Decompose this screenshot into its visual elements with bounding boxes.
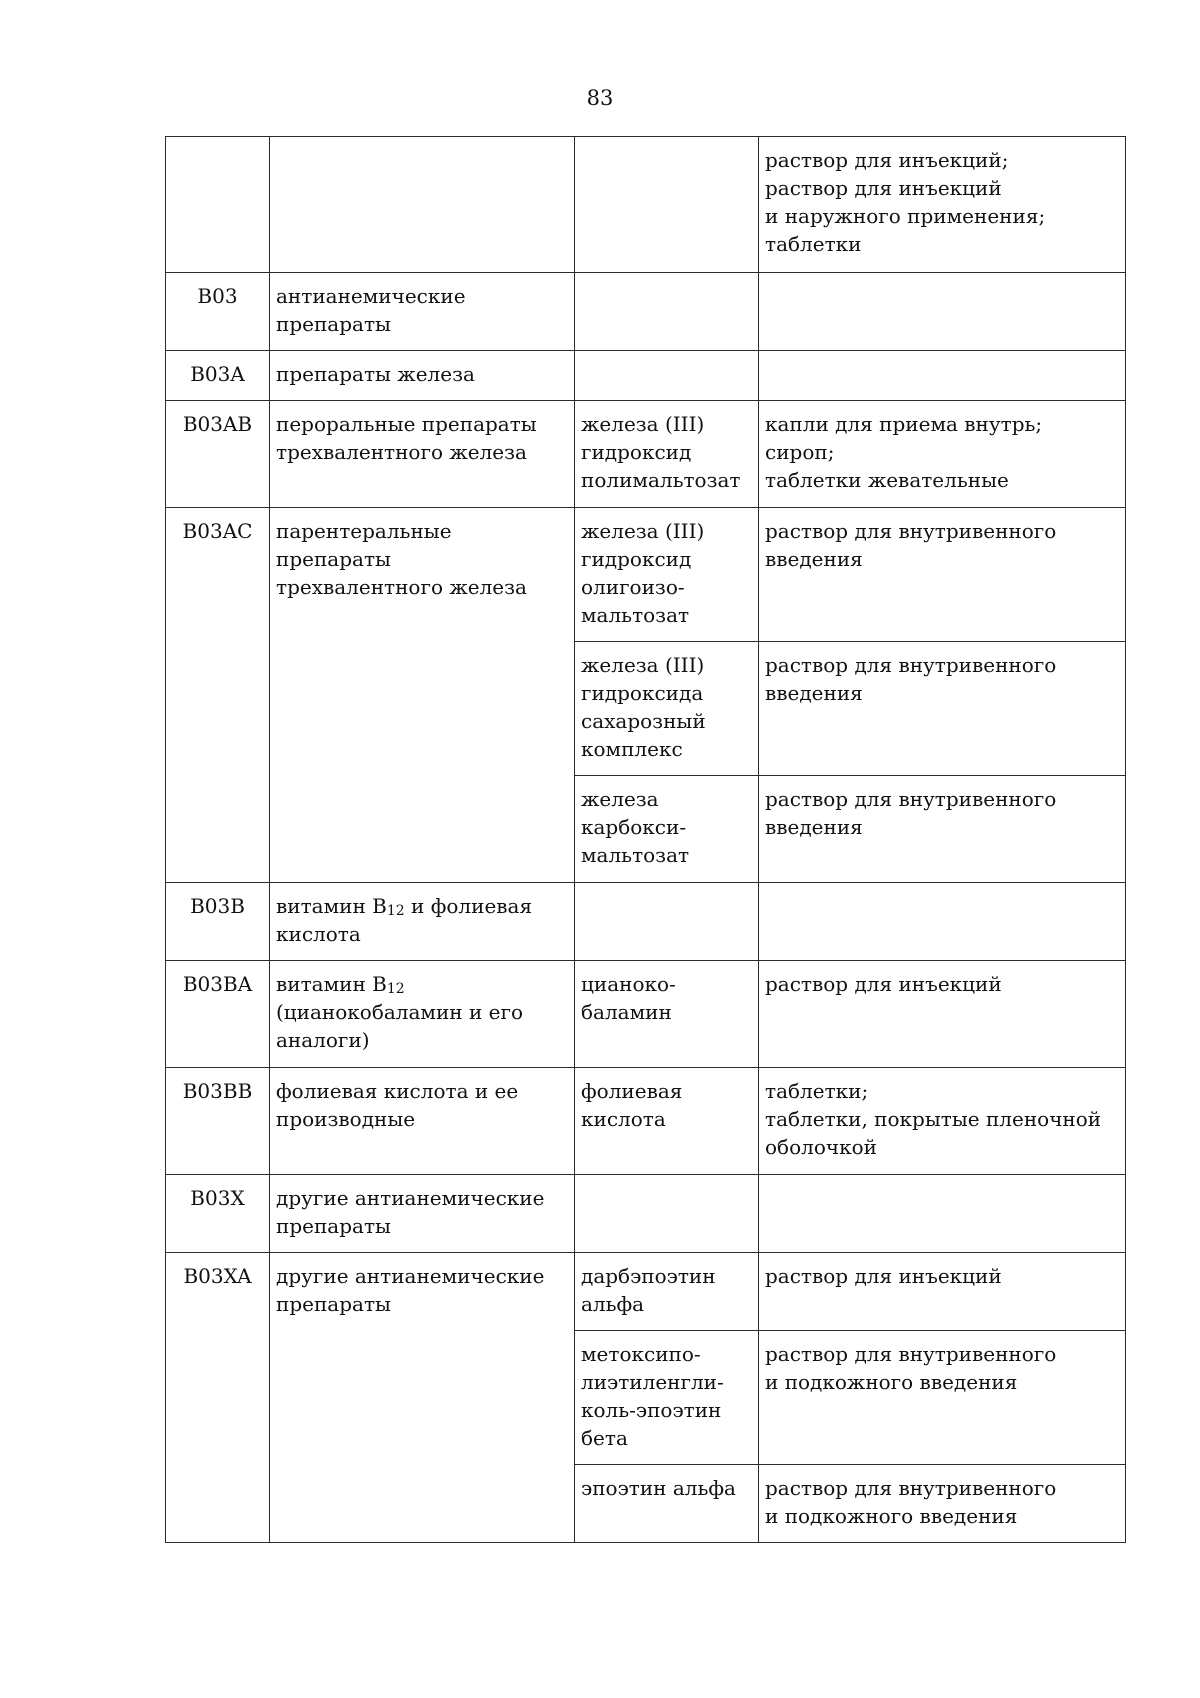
inn-cell — [575, 508, 759, 642]
atc-code-cell: B03BB — [166, 1068, 270, 1175]
inn-cell — [575, 1175, 759, 1253]
table-row — [166, 961, 1126, 1068]
inn-line: дарбэпоэтин — [581, 1264, 716, 1288]
group-name-cell — [270, 1253, 575, 1543]
group-name-line: трехвалентного железа — [276, 575, 527, 599]
inn-line: кислота — [581, 1107, 666, 1131]
table-row — [166, 1175, 1126, 1253]
dosage-form-line: раствор для внутривенного — [765, 519, 1057, 543]
dosage-form-cell — [759, 1465, 1126, 1543]
inn-cell — [575, 776, 759, 883]
group-name-line: другие антианемические — [276, 1264, 545, 1288]
inn-cell — [575, 273, 759, 351]
inn-line: коль-эпоэтин — [581, 1398, 722, 1422]
dosage-form-cell — [759, 137, 1126, 273]
atc-code-cell: B03XA — [166, 1253, 270, 1543]
dosage-form-cell — [759, 1253, 1126, 1331]
dosage-form-line: и подкожного введения — [765, 1370, 1018, 1394]
group-name-cell — [270, 508, 575, 883]
inn-cell — [575, 642, 759, 776]
dosage-form-cell — [759, 273, 1126, 351]
dosage-form-cell — [759, 1068, 1126, 1175]
subscript-text: 12 — [386, 903, 405, 919]
group-name-cell — [270, 1068, 575, 1175]
table-row — [166, 1253, 1126, 1331]
group-name-line: препараты железа — [276, 362, 475, 386]
inn-line: гидроксид — [581, 440, 692, 464]
group-name-line: антианемические — [276, 284, 466, 308]
inn-line: лиэтиленгли- — [581, 1370, 724, 1394]
group-name-cell — [270, 401, 575, 508]
table-row — [166, 137, 1126, 273]
atc-code-cell: B03A — [166, 351, 270, 401]
group-name-text: и фолиевая — [404, 894, 533, 918]
group-name-line: препараты — [276, 312, 391, 336]
dosage-form-line: раствор для внутривенного — [765, 1476, 1057, 1500]
inn-line: эпоэтин альфа — [581, 1476, 736, 1500]
inn-line: полимальтозат — [581, 468, 741, 492]
table-row — [166, 1068, 1126, 1175]
inn-cell — [575, 401, 759, 508]
inn-line: мальтозат — [581, 603, 690, 627]
dosage-form-line: таблетки жевательные — [765, 468, 1009, 492]
inn-cell — [575, 137, 759, 273]
dosage-form-cell — [759, 776, 1126, 883]
dosage-form-cell — [759, 961, 1126, 1068]
dosage-form-cell — [759, 1175, 1126, 1253]
dosage-form-line: таблетки — [765, 232, 862, 256]
inn-line: метоксипо- — [581, 1342, 701, 1366]
group-name-line: кислота — [276, 922, 361, 946]
group-name-line — [276, 970, 568, 998]
inn-line: железа (III) — [581, 519, 705, 543]
inn-cell — [575, 961, 759, 1068]
dosage-form-line: оболочкой — [765, 1135, 877, 1159]
inn-line: железа (III) — [581, 653, 705, 677]
inn-line: олигоизо- — [581, 575, 685, 599]
table-row — [166, 273, 1126, 351]
group-name-cell — [270, 883, 575, 961]
group-name-text: витамин B — [276, 894, 387, 918]
inn-line: сахарозный — [581, 709, 706, 733]
group-name-line — [276, 892, 568, 920]
dosage-form-line: раствор для инъекций; — [765, 148, 1009, 172]
inn-line: альфа — [581, 1292, 645, 1316]
dosage-form-cell — [759, 883, 1126, 961]
group-name-line: (цианокобаламин и его — [276, 1000, 524, 1024]
subscript-text: 12 — [386, 981, 405, 997]
inn-line: карбокси- — [581, 815, 687, 839]
inn-cell — [575, 1068, 759, 1175]
dosage-form-cell — [759, 508, 1126, 642]
inn-line: железа (III) — [581, 412, 705, 436]
group-name-line: пероральные препараты — [276, 412, 537, 436]
group-name-line: парентеральные препараты — [276, 519, 452, 571]
dosage-form-line: раствор для инъекций — [765, 176, 1002, 200]
table-row — [166, 883, 1126, 961]
group-name-line: другие антианемические — [276, 1186, 545, 1210]
atc-code-cell: B03AC — [166, 508, 270, 883]
atc-code-cell: B03AB — [166, 401, 270, 508]
dosage-form-line: и наружного применения; — [765, 204, 1046, 228]
table-row — [166, 508, 1126, 642]
inn-line: железа — [581, 787, 659, 811]
group-name-text: витамин B — [276, 972, 387, 996]
inn-line: фолиевая — [581, 1079, 683, 1103]
group-name-line: производные — [276, 1107, 416, 1131]
group-name-line: фолиевая кислота и ее — [276, 1079, 519, 1103]
dosage-form-line: раствор для внутривенного — [765, 653, 1057, 677]
dosage-form-line: введения — [765, 815, 863, 839]
inn-cell — [575, 1253, 759, 1331]
inn-line: гидроксида — [581, 681, 704, 705]
group-name-cell — [270, 273, 575, 351]
table-row — [166, 401, 1126, 508]
atc-code-cell: B03BA — [166, 961, 270, 1068]
inn-cell — [575, 1331, 759, 1465]
inn-cell — [575, 1465, 759, 1543]
group-name-cell — [270, 137, 575, 273]
dosage-form-line: введения — [765, 547, 863, 571]
inn-line: цианоко- — [581, 972, 676, 996]
dosage-form-line: введения — [765, 681, 863, 705]
atc-code-cell — [166, 137, 270, 273]
group-name-line: препараты — [276, 1214, 391, 1238]
group-name-cell — [270, 351, 575, 401]
atc-code-cell: B03X — [166, 1175, 270, 1253]
dosage-form-line: таблетки, покрытые пленочной — [765, 1107, 1102, 1131]
dosage-form-line: таблетки; — [765, 1079, 869, 1103]
group-name-line: аналоги) — [276, 1028, 370, 1052]
dosage-form-line: раствор для внутривенного — [765, 787, 1057, 811]
dosage-form-line: раствор для внутривенного — [765, 1342, 1057, 1366]
group-name-line: трехвалентного железа — [276, 440, 527, 464]
dosage-form-cell — [759, 642, 1126, 776]
table-row — [166, 351, 1126, 401]
atc-code-cell: B03 — [166, 273, 270, 351]
inn-line: гидроксид — [581, 547, 692, 571]
inn-cell — [575, 351, 759, 401]
dosage-form-cell — [759, 351, 1126, 401]
inn-cell — [575, 883, 759, 961]
inn-line: комплекс — [581, 737, 683, 761]
dosage-form-line: раствор для инъекций — [765, 972, 1002, 996]
dosage-form-line: капли для приема внутрь; — [765, 412, 1043, 436]
group-name-line: препараты — [276, 1292, 391, 1316]
group-name-cell — [270, 961, 575, 1068]
dosage-form-line: раствор для инъекций — [765, 1264, 1002, 1288]
group-name-cell — [270, 1175, 575, 1253]
atc-code-cell: B03B — [166, 883, 270, 961]
dosage-form-cell — [759, 1331, 1126, 1465]
inn-line: мальтозат — [581, 843, 690, 867]
inn-line: бета — [581, 1426, 628, 1450]
drug-classification-table — [165, 136, 1126, 1543]
inn-line: баламин — [581, 1000, 672, 1024]
page-number: 83 — [586, 86, 614, 110]
dosage-form-cell — [759, 401, 1126, 508]
dosage-form-line: и подкожного введения — [765, 1504, 1018, 1528]
dosage-form-line: сироп; — [765, 440, 835, 464]
